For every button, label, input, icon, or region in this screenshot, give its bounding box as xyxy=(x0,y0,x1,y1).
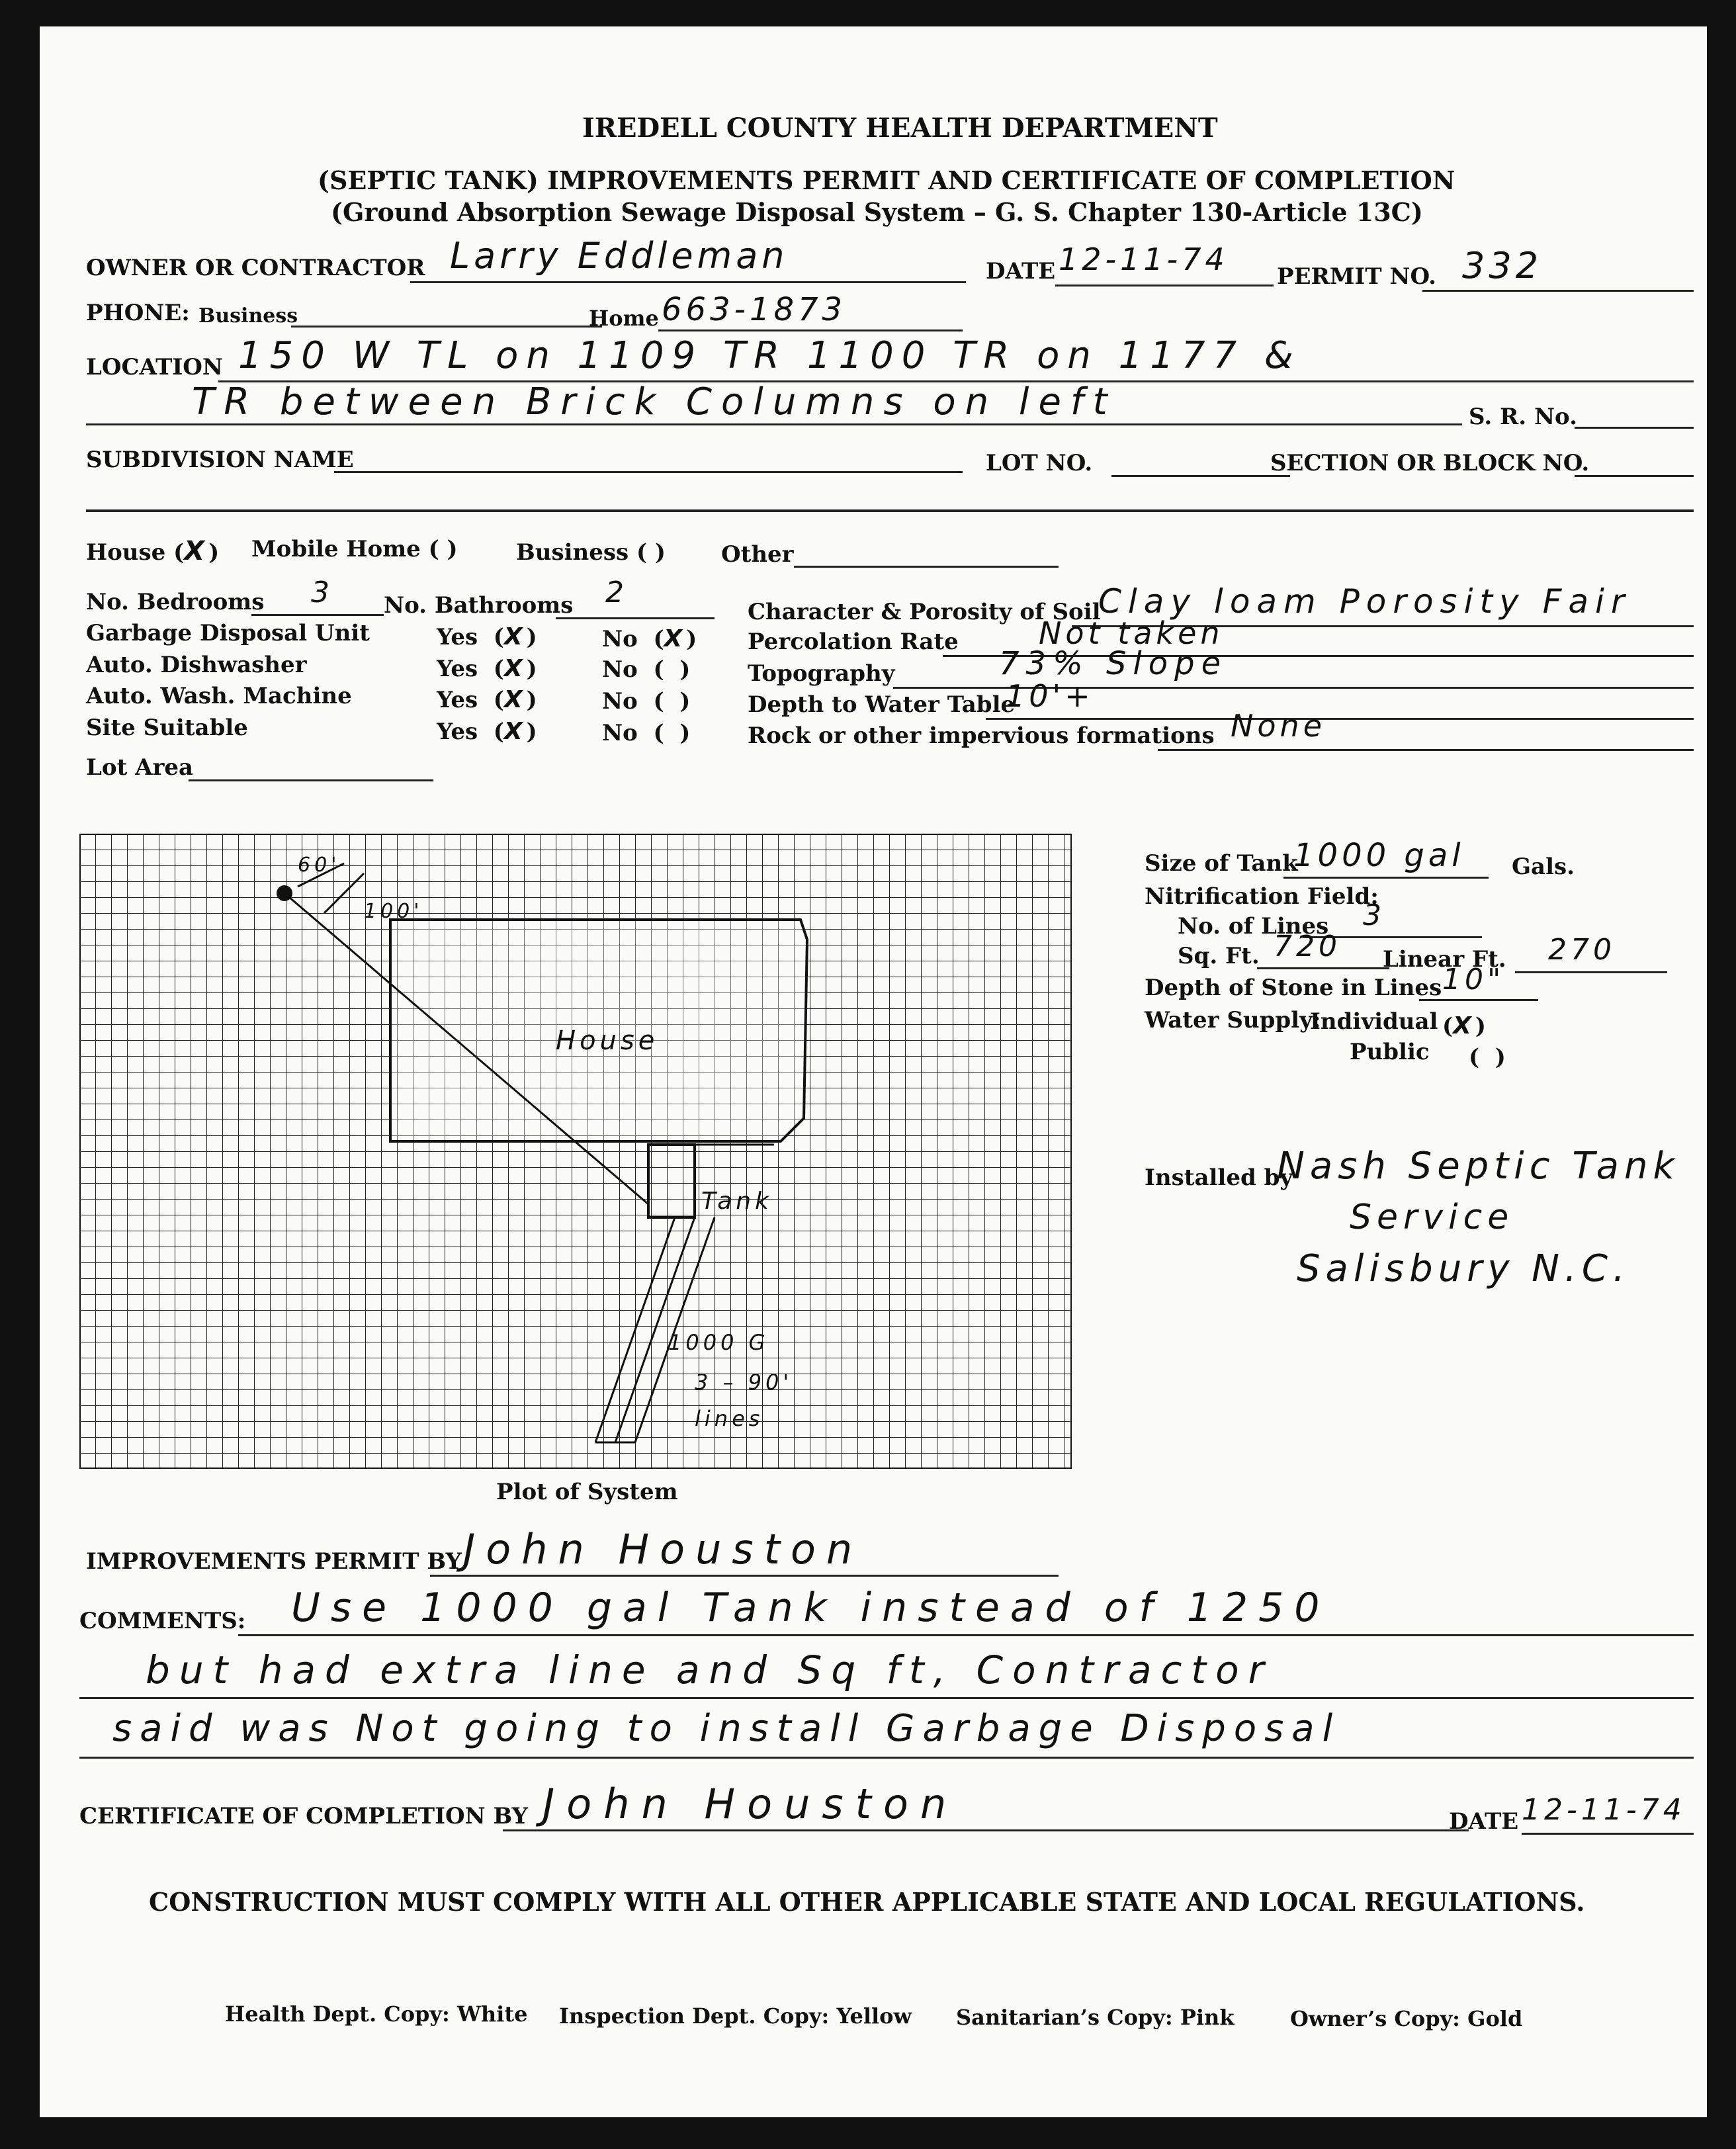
rock-value: None xyxy=(1231,708,1326,744)
site-suitable-yes: Yes (X) xyxy=(437,718,537,745)
permit-form xyxy=(40,26,1707,2117)
garbage-yes-mark: X xyxy=(503,623,527,650)
garbage-no: No (X) xyxy=(602,625,697,652)
date-label: DATE xyxy=(986,258,1056,285)
public-option: ( ) xyxy=(1469,1044,1506,1071)
stone-depth-value: 10" xyxy=(1442,963,1505,996)
certificate-signature: John Houston xyxy=(542,1780,959,1828)
home-phone-line xyxy=(658,329,963,331)
perc-rate-value: Not taken xyxy=(1039,615,1224,651)
water-table-value: 10'+ xyxy=(1006,678,1094,714)
certificate-date-label: DATE xyxy=(1449,1808,1519,1835)
linear-ft-line xyxy=(1515,971,1667,973)
rock-line xyxy=(1158,749,1694,751)
plot-field-label-2: 3 – 90' xyxy=(695,1370,793,1395)
lot-area-line xyxy=(189,779,433,781)
installed-by-label: Installed by xyxy=(1145,1164,1293,1191)
individual-mark: X xyxy=(1453,1012,1475,1039)
installer-line-1: Nash Septic Tank xyxy=(1277,1145,1680,1188)
bedrooms-value: 3 xyxy=(311,576,333,609)
location-line-2-value: TR between Brick Columns on left xyxy=(192,380,1117,423)
owner-label: OWNER OR CONTRACTOR xyxy=(86,255,425,281)
owner-line xyxy=(410,281,966,283)
section-block-label: SECTION OR BLOCK NO. xyxy=(1270,450,1590,476)
section-block-line xyxy=(1575,475,1694,477)
permit-value: 332 xyxy=(1462,245,1543,286)
plot-dist-label-2: 100' xyxy=(364,900,423,923)
location-label: LOCATION xyxy=(86,354,224,380)
bedrooms-label: No. Bedrooms xyxy=(86,589,265,615)
business-option: Business ( ) xyxy=(516,539,666,566)
subdivision-line xyxy=(334,471,963,473)
rock-label: Rock or other impervious formations xyxy=(748,723,1215,749)
house-option: House (X) xyxy=(86,536,220,566)
dishwasher-yes-mark: X xyxy=(503,655,527,682)
tank-size-label: Size of Tank xyxy=(1145,850,1298,877)
bathrooms-label: No. Bathrooms xyxy=(384,592,574,619)
plot-caption: Plot of System xyxy=(496,1479,678,1505)
dishwasher-label: Auto. Dishwasher xyxy=(86,652,307,678)
linear-ft-value: 270 xyxy=(1548,933,1616,967)
house-mark: X xyxy=(184,536,209,566)
plot-tank-label: Tank xyxy=(701,1188,773,1215)
installer-line-2: Service xyxy=(1350,1198,1514,1237)
divider xyxy=(86,509,1694,512)
comments-line-1 xyxy=(238,1634,1694,1636)
home-phone-value: 663-1873 xyxy=(662,291,847,328)
location-line-2 xyxy=(86,423,1462,425)
individual-option: (X) xyxy=(1442,1012,1486,1039)
sanitarian-copy: Sanitarian’s Copy: Pink xyxy=(956,2005,1235,2030)
owner-copy: Owner’s Copy: Gold xyxy=(1290,2006,1523,2031)
tank-size-value: 1000 gal xyxy=(1293,837,1465,874)
lot-number-label: LOT NO. xyxy=(986,450,1093,476)
permit-line xyxy=(1422,290,1694,292)
water-supply-label: Water Supply: xyxy=(1145,1007,1321,1033)
lines-value: 3 xyxy=(1363,899,1385,932)
bathrooms-line xyxy=(556,617,715,619)
lot-area-label: Lot Area xyxy=(86,754,194,781)
topography-label: Topography xyxy=(748,660,895,687)
subdivision-label: SUBDIVISION NAME xyxy=(86,447,354,473)
certificate-date-line xyxy=(1522,1833,1694,1835)
permit-by-signature: John Houston xyxy=(463,1525,863,1573)
plot-field-label-1: 1000 G xyxy=(668,1330,769,1355)
stone-depth-line xyxy=(1419,999,1538,1001)
plot-house-label: House xyxy=(556,1026,659,1056)
date-value: 12-11-74 xyxy=(1059,241,1229,277)
permit-label: PERMIT NO. xyxy=(1277,263,1436,290)
inspection-dept-copy: Inspection Dept. Copy: Yellow xyxy=(559,2003,912,2029)
wash-machine-no: No ( ) xyxy=(602,688,691,715)
mobile-home-option: Mobile Home ( ) xyxy=(251,536,458,562)
phone-label: PHONE: xyxy=(86,300,190,326)
comments-line-3 xyxy=(79,1757,1694,1759)
installer-line-3: Salisbury N.C. xyxy=(1297,1247,1630,1290)
soil-character-value: Clay loam Porosity Fair xyxy=(1098,582,1631,621)
certificate-label: CERTIFICATE OF COMPLETION BY xyxy=(79,1803,528,1829)
certificate-line xyxy=(503,1829,1469,1831)
business-phone-label: Business xyxy=(198,304,298,328)
gals-label: Gals. xyxy=(1512,854,1575,880)
topography-value: 73% Slope xyxy=(999,645,1228,682)
dishwasher-no: No ( ) xyxy=(602,656,691,683)
garbage-no-mark: X xyxy=(664,625,687,652)
other-line xyxy=(794,566,1059,568)
wash-machine-yes: Yes (X) xyxy=(437,686,537,713)
certificate-date-value: 12-11-74 xyxy=(1522,1793,1686,1827)
wash-machine-label: Auto. Wash. Machine xyxy=(86,683,352,709)
plot-grid xyxy=(79,834,1072,1469)
sr-number-label: S. R. No. xyxy=(1469,404,1577,430)
sqft-value: 720 xyxy=(1274,930,1341,963)
location-line-1-value: 150 W TL on 1109 TR 1100 TR on 1177 & xyxy=(238,334,1301,377)
owner-value: Larry Eddleman xyxy=(450,235,789,277)
comments-line-3-value: said was Not going to install Garbage Disposal xyxy=(112,1707,1341,1750)
dishwasher-yes: Yes (X) xyxy=(437,655,537,682)
date-line xyxy=(1055,285,1274,286)
public-label: Public xyxy=(1350,1039,1430,1065)
bedrooms-line xyxy=(251,614,384,616)
water-table-label: Depth to Water Table xyxy=(748,691,1016,718)
garbage-yes: Yes (X) xyxy=(437,623,537,650)
plot-dist-label-1: 60' xyxy=(298,854,341,877)
linear-ft-label: Linear Ft. xyxy=(1383,946,1506,973)
lines-label: No. of Lines xyxy=(1178,913,1329,940)
regulations-notice: CONSTRUCTION MUST COMPLY WITH ALL OTHER APPLICABLE STATE AND LOCAL REGULATIONS. xyxy=(149,1887,1585,1917)
individual-label: Individual xyxy=(1310,1008,1438,1035)
form-title: (SEPTIC TANK) IMPROVEMENTS PERMIT AND CERTIFICATE OF COMPLETION xyxy=(318,165,1455,195)
improvements-permit-by-label: IMPROVEMENTS PERMIT BY xyxy=(86,1548,462,1575)
business-phone-line xyxy=(291,326,602,328)
water-table-line xyxy=(986,718,1694,720)
lot-number-line xyxy=(1111,475,1290,477)
form-subtitle: (Ground Absorption Sewage Disposal System – G. S. Chapter 130-Article 13C) xyxy=(331,197,1423,227)
bathrooms-value: 2 xyxy=(605,576,628,609)
soil-character-label: Character & Porosity of Soil xyxy=(748,599,1101,625)
permit-by-line xyxy=(430,1575,1059,1577)
perc-rate-label: Percolation Rate xyxy=(748,629,959,655)
comments-label: COMMENTS: xyxy=(79,1608,246,1634)
wash-machine-yes-mark: X xyxy=(503,686,527,713)
sqft-label: Sq. Ft. xyxy=(1178,943,1260,969)
nitrification-label: Nitrification Field: xyxy=(1145,883,1379,910)
comments-line-1-value: Use 1000 gal Tank instead of 1250 xyxy=(291,1585,1330,1631)
home-phone-label: Home xyxy=(589,306,659,331)
site-suitable-label: Site Suitable xyxy=(86,715,248,741)
comments-line-2-value: but had extra line and Sq ft, Contractor xyxy=(146,1647,1274,1692)
health-dept-copy: Health Dept. Copy: White xyxy=(225,2001,528,2027)
tank-size-line xyxy=(1283,877,1489,879)
sr-number-line xyxy=(1575,427,1694,429)
stone-depth-label: Depth of Stone in Lines xyxy=(1145,975,1442,1001)
site-suitable-yes-mark: X xyxy=(503,718,527,745)
garbage-disposal-label: Garbage Disposal Unit xyxy=(86,620,370,646)
site-suitable-no: No ( ) xyxy=(602,720,691,746)
comments-line-2 xyxy=(79,1697,1694,1699)
sqft-line xyxy=(1257,967,1389,969)
other-label: Other xyxy=(721,541,794,568)
plot-field-label-3: lines xyxy=(695,1406,764,1431)
department-title: IREDELL COUNTY HEALTH DEPARTMENT xyxy=(582,112,1218,144)
